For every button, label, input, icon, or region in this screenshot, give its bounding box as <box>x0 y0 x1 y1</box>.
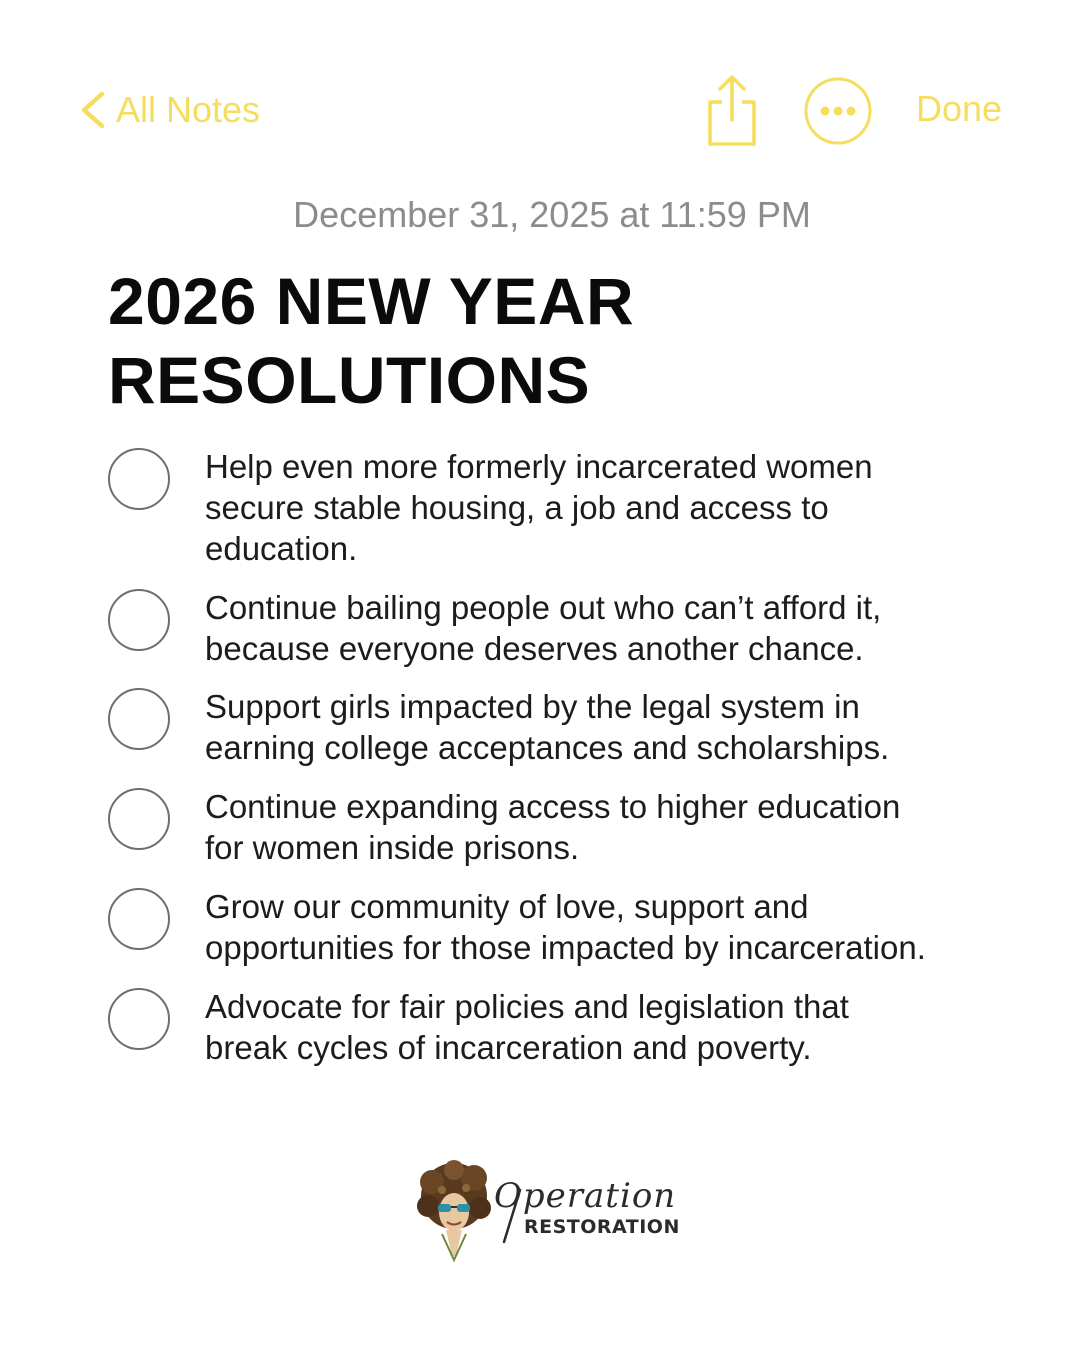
checklist-line: education. <box>205 530 358 567</box>
checklist-line: Grow our community of love, support and <box>205 888 809 925</box>
checklist-item-text[interactable] <box>205 986 1075 1068</box>
checklist-line: secure stable housing, a job and access to <box>205 489 829 526</box>
more-icon[interactable] <box>803 76 873 146</box>
checklist-item-text[interactable] <box>205 587 1075 669</box>
checklist-item-text[interactable] <box>205 786 1075 868</box>
note-date: December 31, 2025 at 11:59 PM <box>293 194 811 235</box>
operation-restoration-logo <box>416 1160 680 1264</box>
back-button[interactable] <box>78 82 260 138</box>
note-title-line: RESOLUTIONS <box>108 343 591 417</box>
checklist-line: because everyone deserves another chance. <box>205 630 864 667</box>
chevron-left-icon <box>78 90 108 130</box>
checkbox-circle[interactable] <box>108 448 170 510</box>
checklist-line: break cycles of incarceration and poverty. <box>205 1029 812 1066</box>
logo-script-text: Operation <box>494 1176 677 1216</box>
checkbox-circle[interactable] <box>108 788 170 850</box>
checklist-item-text[interactable] <box>205 446 1075 569</box>
checklist-line: earning college acceptances and scholarships. <box>205 729 890 766</box>
checkbox-circle[interactable] <box>108 888 170 950</box>
note-title <box>108 262 1008 420</box>
checklist-line: for women inside prisons. <box>205 829 580 866</box>
checklist-item-text[interactable] <box>205 686 1075 768</box>
checkbox-circle[interactable] <box>108 688 170 750</box>
back-label: All Notes <box>116 89 261 130</box>
share-icon[interactable] <box>700 72 764 148</box>
checklist-line: Support girls impacted by the legal system in <box>205 688 860 725</box>
done-button[interactable]: Done <box>916 88 1003 129</box>
checklist-item-text[interactable] <box>205 886 1075 968</box>
checklist-line: Continue bailing people out who can’t afford it, <box>205 589 882 626</box>
checkbox-circle[interactable] <box>108 988 170 1050</box>
navigation-bar <box>0 0 1080 160</box>
logo-wordmark: RESTORATION <box>524 1216 680 1238</box>
afro-portrait-icon <box>416 1160 506 1264</box>
checklist-line: Continue expanding access to higher education <box>205 788 901 825</box>
checklist-line: Advocate for fair policies and legislation that <box>205 988 849 1025</box>
checklist-line: Help even more formerly incarcerated women <box>205 448 873 485</box>
checklist-line: opportunities for those impacted by incarceration. <box>205 929 926 966</box>
checkbox-circle[interactable] <box>108 589 170 651</box>
note-title-line: 2026 NEW YEAR <box>108 264 635 338</box>
